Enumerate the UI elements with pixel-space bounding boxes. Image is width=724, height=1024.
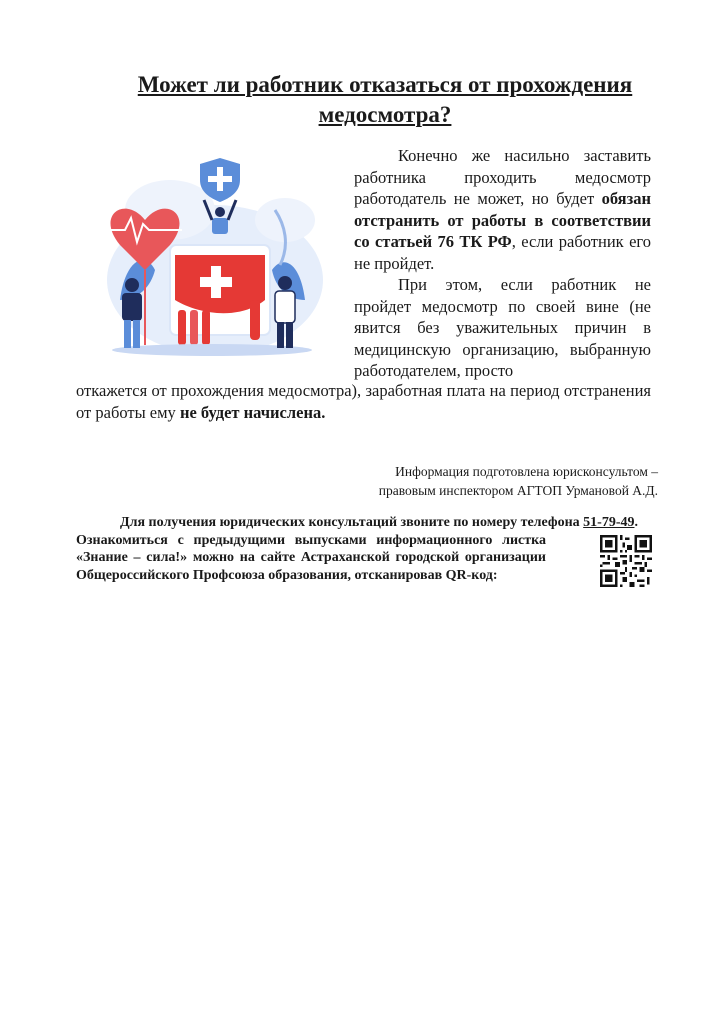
paragraph-1-tail: , если работник его не пройдет. xyxy=(354,232,651,273)
paragraph-2-start xyxy=(354,274,651,382)
author-info-line-2: правовым инспектором АГТОП Урмановой А.Д. xyxy=(378,483,658,498)
author-info xyxy=(290,462,658,500)
paragraph-2-continuation: откажется от прохождения медосмотра), заработная плата на период отстранения от работы ему xyxy=(76,381,651,422)
article-continuation xyxy=(76,380,651,423)
paragraph-1 xyxy=(354,145,651,274)
paragraph-1-bold: обязан отстранить от работы в соответствии со статьей 76 ТК РФ xyxy=(354,189,651,251)
contacts-block xyxy=(76,514,660,584)
phone-text: Для получения юридических консультаций звоните по номеру телефона xyxy=(120,515,584,530)
phone-line: Для получения юридических консультаций звоните по номеру телефона 51-79-49. xyxy=(120,515,638,530)
page-title: Может ли работник отказаться от прохождения медосмотра? xyxy=(137,72,633,127)
phone-number-link[interactable]: 51-79-49 xyxy=(583,515,635,530)
author-info-line-1: Информация подготовлена юрисконсультом – xyxy=(395,464,658,479)
medical-checkup-illustration xyxy=(100,150,325,370)
qr-code-icon[interactable] xyxy=(600,535,652,587)
paragraph-2-text: При этом, если работник не пройдет медосмотр по своей вине (не явится без уважительных причин в медицинскую организацию, выбранную работодателем, просто xyxy=(354,275,651,380)
paragraph-1-text: Конечно же насильно заставить работника проходить медосмотр работодатель не может, но будет xyxy=(354,146,651,208)
article-text-column xyxy=(354,145,651,382)
site-info-text: Ознакомиться с предыдущими выпусками информационного листка «Знание – сила!» можно на сайте Астраханской городской организации Общероссийского Профсоюза образования, отсканировав QR-код: xyxy=(76,532,546,583)
paragraph-2-bold: не будет начислена. xyxy=(179,402,326,422)
